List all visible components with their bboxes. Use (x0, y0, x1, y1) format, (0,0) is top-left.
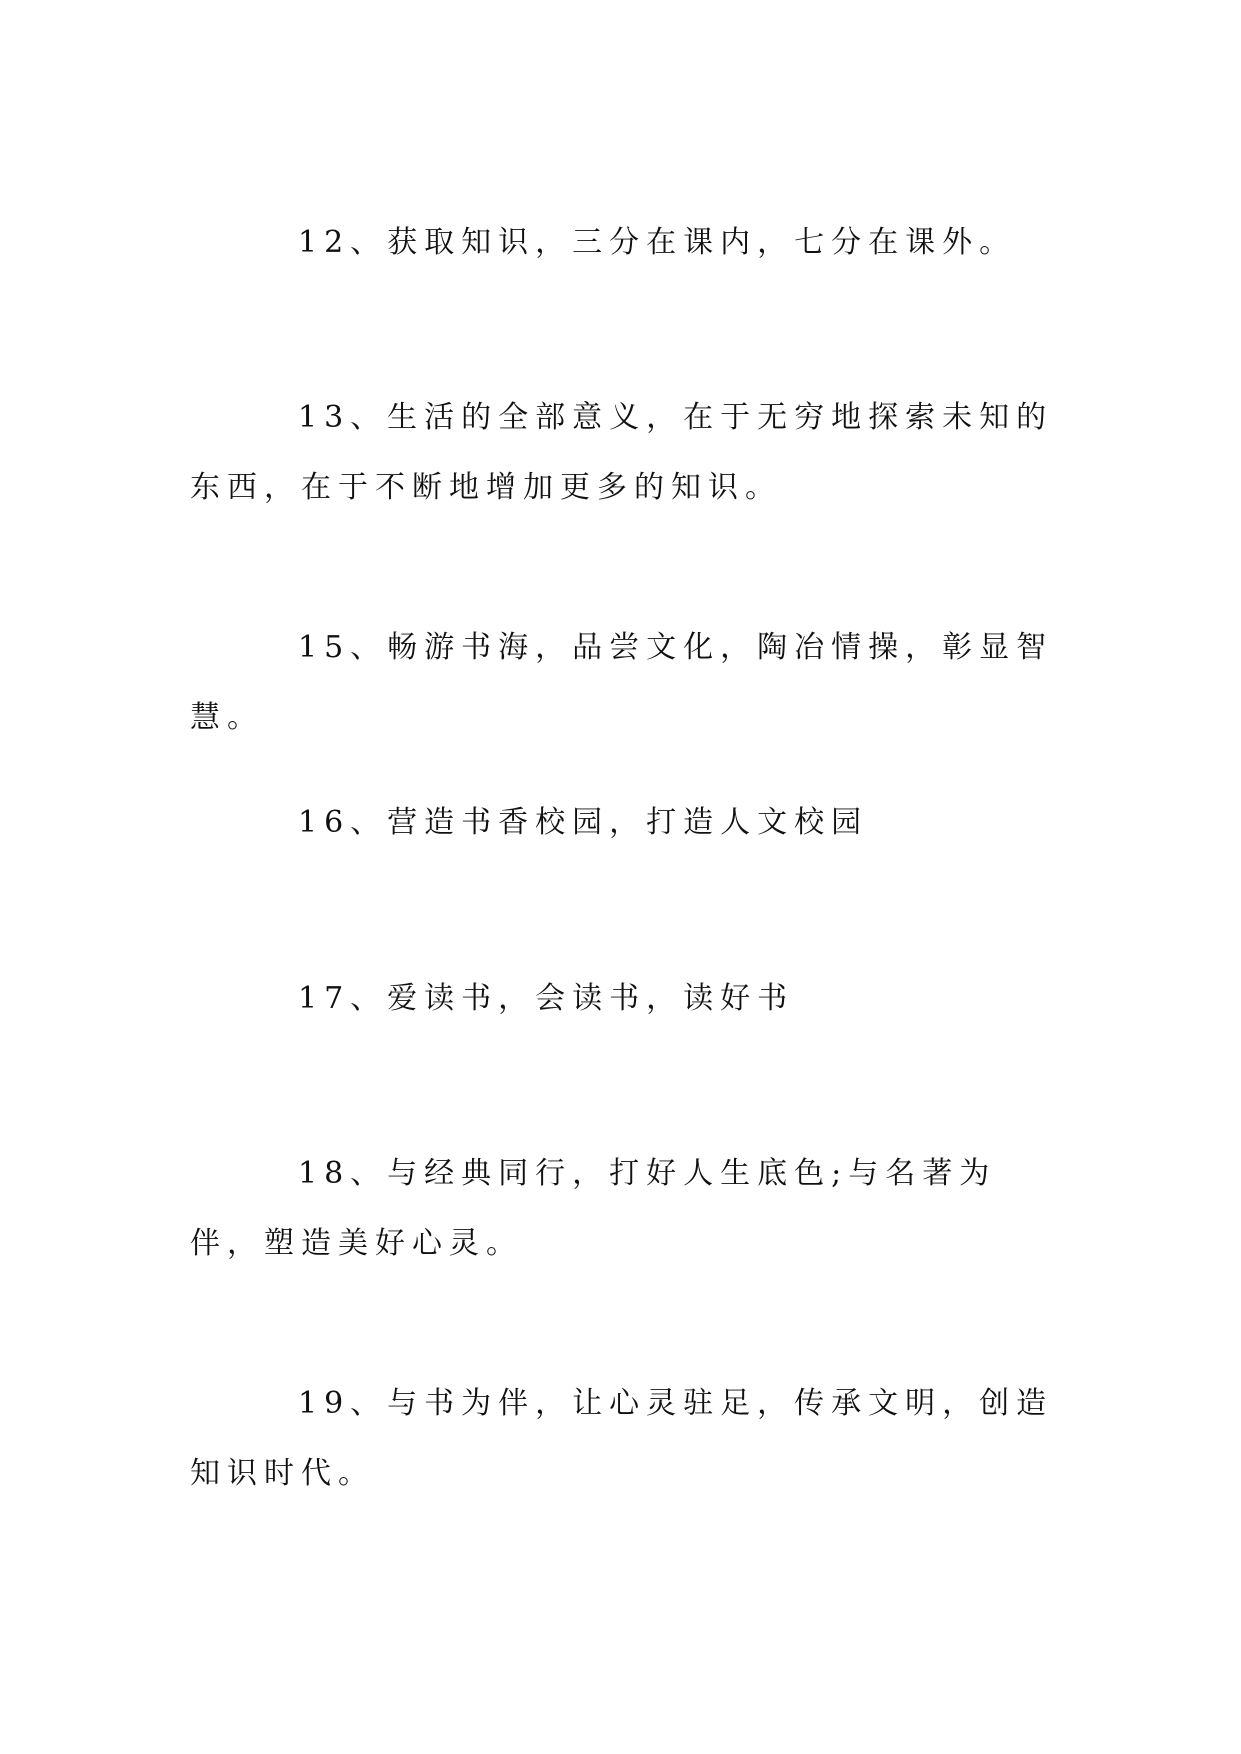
paragraph-16: 16、营造书香校园，打造人文校园 (298, 805, 869, 840)
paragraph-18: 18、与经典同行，打好人生底色;与名著为伴，塑造美好心灵。 (190, 1156, 997, 1261)
paragraph-19: 19、与书为伴，让心灵驻足，传承文明，创造知识时代。 (190, 1386, 1054, 1491)
paragraph-13: 13、生活的全部意义，在于无穷地探索未知的东西，在于不断地增加更多的知识。 (190, 400, 1054, 505)
paragraph-15: 15、畅游书海，品尝文化，陶冶情操，彰显智慧。 (190, 630, 1054, 735)
paragraph-17: 17、爱读书，会读书，读好书 (298, 981, 795, 1016)
paragraph-12: 12、获取知识，三分在课内，七分在课外。 (298, 225, 1017, 260)
